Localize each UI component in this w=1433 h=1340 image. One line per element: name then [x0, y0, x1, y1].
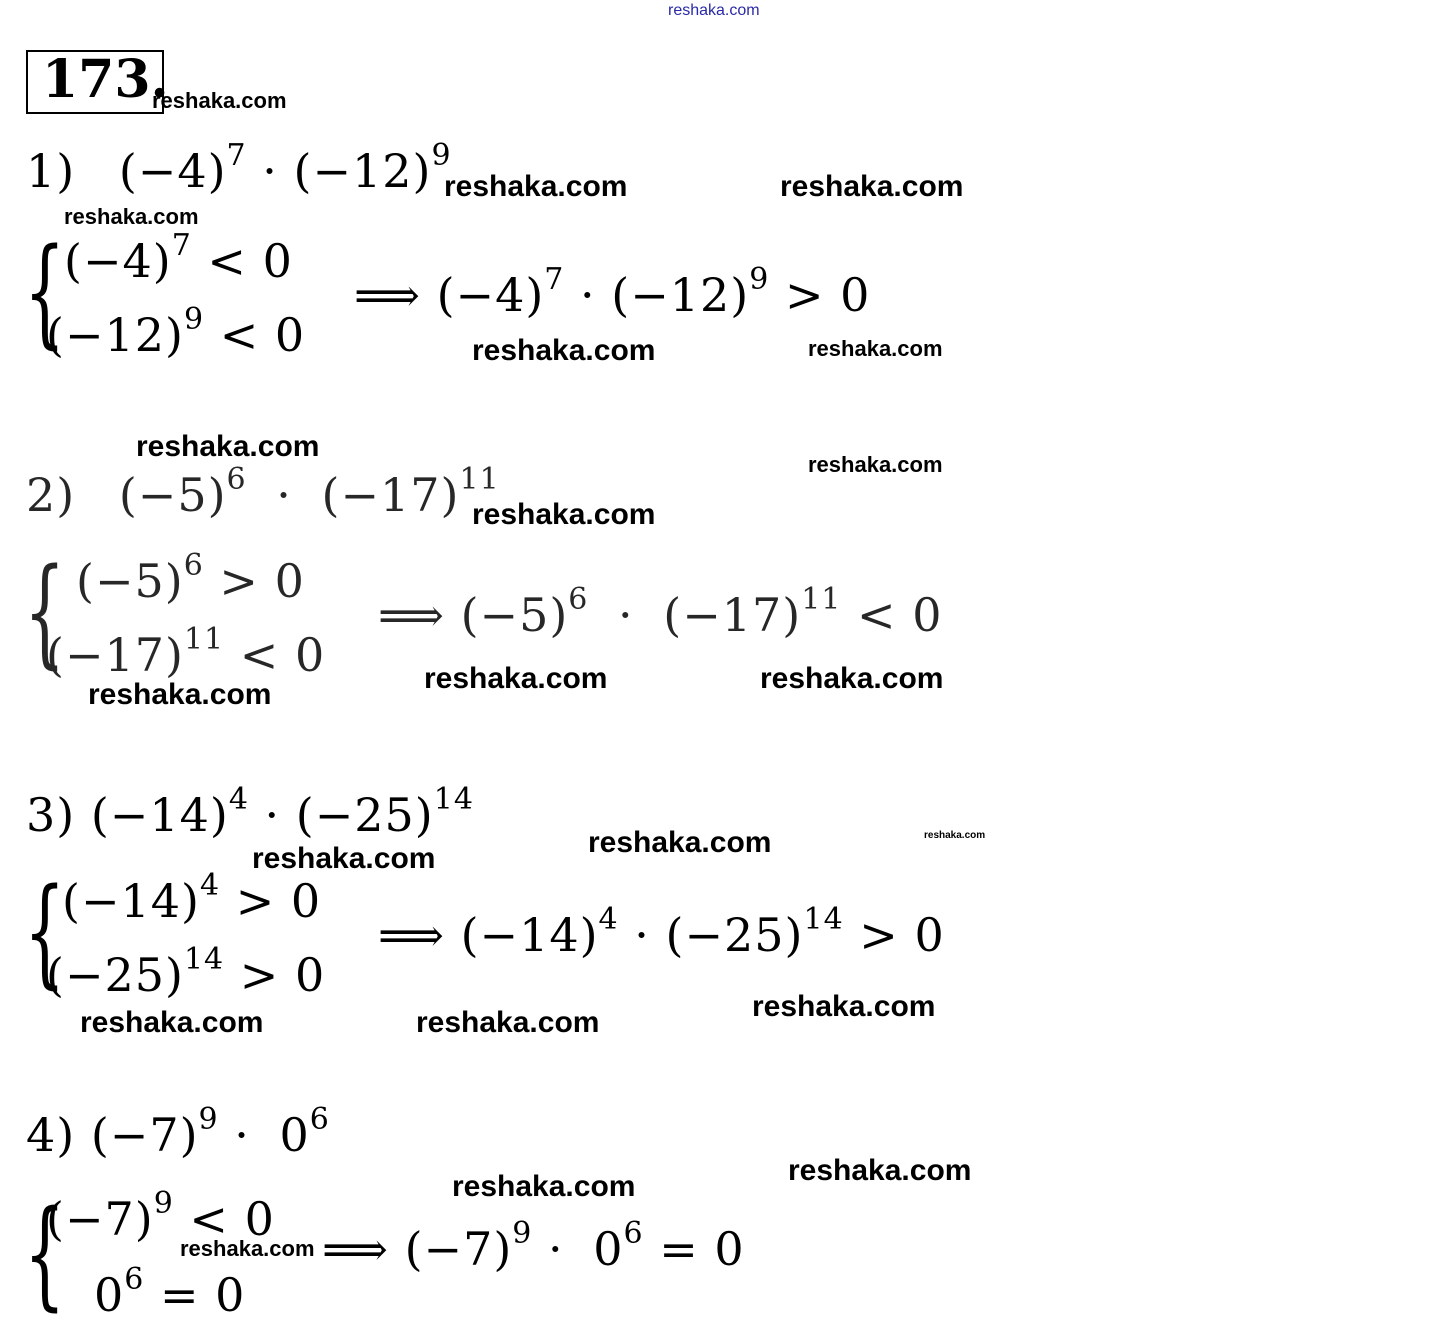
- watermark-text: reshaka.com: [472, 334, 656, 367]
- watermark-text: reshaka.com: [760, 662, 944, 695]
- item-4-expression: 4) $(-7)^9 \cdot 0^6$: [26, 1101, 330, 1162]
- watermark-text: reshaka.com: [452, 1170, 636, 1203]
- problem-number-box: [26, 49, 169, 114]
- watermark-text: reshaka.com: [80, 1006, 264, 1039]
- system-brace: {: [24, 862, 66, 1000]
- item-4-result: ⟹ $(-7)^9 \cdot 0^6 = 0$: [322, 1215, 745, 1276]
- item-3-system-line-1: $(-14)^4 > 0$: [62, 867, 322, 928]
- item-label: 4): [26, 1108, 76, 1162]
- item-2-expression: 2) $(-5)^6 \cdot (-17)^{11}$: [26, 461, 500, 522]
- implies-arrow: ⟹: [354, 268, 421, 322]
- item-4-system-line-2: $0^6 = 0$: [94, 1261, 246, 1322]
- item-label: 2): [26, 468, 76, 522]
- item-label: 1): [26, 144, 76, 198]
- item-1-expression: 1) $(-4)^7 \cdot (-12)^9$: [26, 137, 452, 198]
- item-3-result: ⟹ $(-14)^4 \cdot (-25)^{14} > 0$: [378, 901, 945, 962]
- item-3-system-line-2: $(-25)^{14} > 0$: [46, 941, 326, 1002]
- item-2-system-line-1: $(-5)^6 > 0$: [76, 547, 305, 608]
- watermark-text: reshaka.com: [924, 830, 986, 841]
- watermark-text: reshaka.com: [780, 170, 964, 203]
- watermark-text: reshaka.com: [252, 842, 436, 875]
- item-2-result: ⟹ $(-5)^6 \cdot (-17)^{11} < 0$: [378, 581, 943, 642]
- implies-arrow: ⟹: [378, 908, 445, 962]
- watermark-text: reshaka.com: [808, 452, 943, 477]
- item-2-system-line-2: $(-17)^{11} < 0$: [46, 621, 326, 682]
- watermark-text: reshaka.com: [808, 336, 943, 361]
- item-1-result: ⟹ $(-4)^7 \cdot (-12)^9 > 0$: [354, 261, 871, 322]
- system-brace: {: [24, 1184, 66, 1322]
- item-4-system-line-1: $(-7)^9 < 0$: [46, 1185, 275, 1246]
- watermark-text: reshaka.com: [136, 430, 320, 463]
- watermark-text: reshaka.com: [424, 662, 608, 695]
- watermark-text: reshaka.com: [88, 678, 272, 711]
- system-brace: {: [24, 542, 66, 680]
- watermark-text: reshaka.com: [588, 826, 772, 859]
- watermark-text: reshaka.com: [472, 498, 656, 531]
- item-1-system-line-1: $(-4)^7 < 0$: [64, 227, 293, 288]
- watermark-text: reshaka.com: [64, 204, 199, 229]
- implies-arrow: ⟹: [322, 1222, 389, 1276]
- item-label: 3): [26, 788, 76, 842]
- watermark-text: reshaka.com: [416, 1006, 600, 1039]
- implies-arrow: ⟹: [378, 588, 445, 642]
- item-1-system-line-2: $(-12)^9 < 0$: [46, 301, 306, 362]
- watermark-text: reshaka.com: [180, 1236, 315, 1261]
- system-brace: {: [24, 222, 66, 360]
- watermark-text: reshaka.com: [152, 88, 287, 113]
- watermark-text: reshaka.com: [752, 990, 936, 1023]
- watermark-text: reshaka.com: [444, 170, 628, 203]
- watermark-text: reshaka.com: [788, 1154, 972, 1187]
- problem-number: 173.: [42, 49, 169, 110]
- item-3-expression: 3) $(-14)^4 \cdot (-25)^{14}$: [26, 781, 474, 842]
- site-watermark-top: reshaka.com: [668, 2, 760, 19]
